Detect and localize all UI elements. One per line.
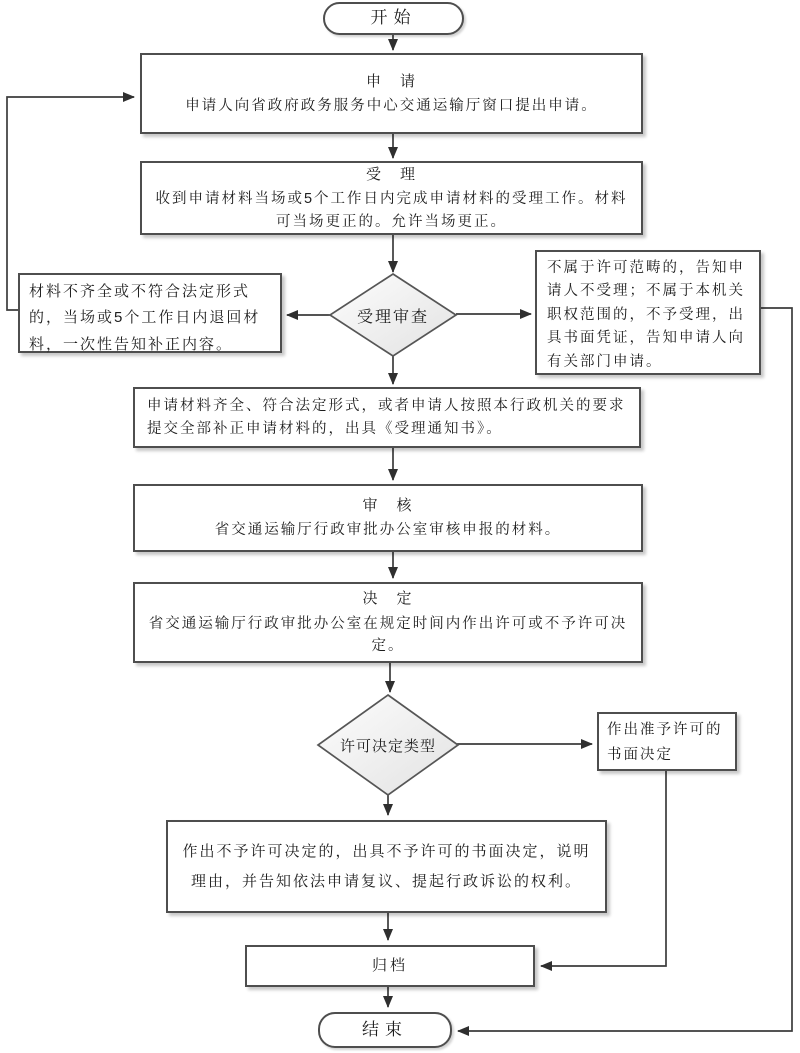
decision-type-text: 许可决定类型 — [339, 737, 436, 755]
accept-step-title: 受 理 — [365, 165, 417, 183]
start-terminal — [323, 2, 464, 35]
decision-step-title: 决 定 — [362, 590, 414, 608]
review-step-title: 审 核 — [362, 497, 414, 515]
review-step-box — [133, 484, 643, 552]
decision-type-diamond-label — [320, 697, 456, 793]
deny-decision-text: 作出不予许可决定的，出具不予许可的书面决定，说明理由，并告知依法申请复议、提起行政诉讼的权利。 — [182, 842, 591, 890]
return-materials-text: 材料不齐全或不符合法定形式的，当场或5个工作日内退回材料，一次性告知补正内容。 — [29, 283, 261, 353]
end-label: 结束 — [362, 1019, 408, 1039]
apply-step-title: 申 请 — [365, 72, 417, 90]
acceptance-notice-text: 申请材料齐全、符合法定形式，或者申请人按照本行政机关的要求提交全部补正申请材料的，出具《受理通知书》。 — [147, 398, 626, 437]
accept-review-diamond-label — [330, 276, 456, 354]
apply-step-text: 申请人向省政府政务服务中心交通运输厅窗口提出申请。 — [185, 97, 598, 114]
start-label: 开始 — [370, 8, 417, 28]
grant-decision-box — [597, 712, 737, 771]
decision-step-text: 省交通运输厅行政审批办公室在规定时间内作出许可或不予许可决定。 — [148, 615, 628, 655]
accept-step-text: 收到申请材料当场或5个工作日内完成申请材料的受理工作。材料可当场更正的。允许当场更正。 — [155, 191, 628, 230]
acceptance-notice-box — [133, 387, 641, 448]
decision-step-box — [133, 582, 643, 663]
accept-step-box — [140, 161, 643, 235]
not-accepted-box — [535, 250, 761, 375]
end-terminal — [318, 1012, 452, 1048]
return-materials-box — [18, 273, 282, 353]
not-accepted-text: 不属于许可范畴的，告知申请人不受理；不属于本机关职权范围的，不予受理，出具书面凭证，告知申请人向有关部门申请。 — [547, 260, 745, 370]
accept-review-text: 受理审查 — [356, 308, 429, 326]
archive-label: 归档 — [371, 957, 408, 975]
archive-step-box — [245, 945, 535, 987]
grant-decision-text: 作出准予许可的书面决定 — [607, 722, 723, 763]
deny-decision-box — [166, 820, 607, 913]
review-step-text: 省交通运输厅行政审批办公室审核申报的材料。 — [214, 522, 562, 539]
apply-step-box — [140, 53, 643, 134]
